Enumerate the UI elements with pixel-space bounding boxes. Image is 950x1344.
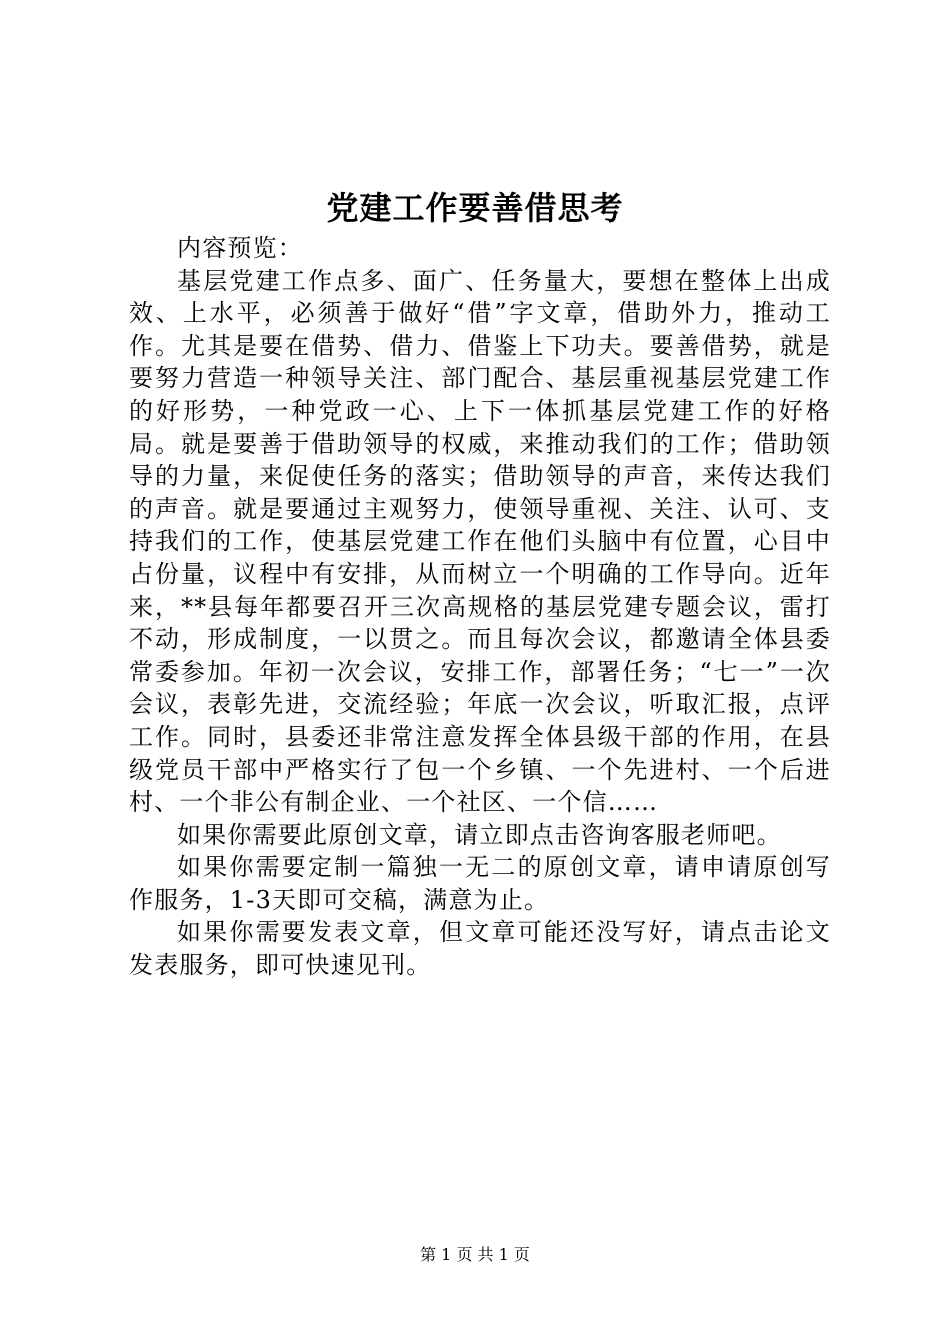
body-paragraph: 如果你需要发表文章，但文章可能还没写好，请点击论文发表服务，即可快速见刊。 [129, 918, 831, 980]
body-paragraph: 基层党建工作点多、面广、任务量大，要想在整体上出成效、上水平，必须善于做好“借”字文章，借助外力，推动工作。尤其是要在借势、借力、借鉴上下功夫。要善借势，就是要努力营造一种领导关注、部门配合、基层重视基层党建工作的好形势，一种党政一心、上下一体抓基层党建工作的好格局。就是要善于借助领导的权威，来推动我们的工作；借助领导的力量，来促使任务的落实；借助领导的声音，来传达我们的声音。就是要通过主观努力，使领导重视、关注、认可、支持我们的工作，使基层党建工作在他们头脑中有位置，心目中占份量，议程中有安排，从而树立一个明确的工作导向。近年来，**县每年都要召开三次高规格的基层党建专题会议，雷打不动，形成制度，一以贯之。而且每次会议，都邀请全体县委常委参加。年初一次会议，安排工作，部署任务；“七一”一次会议，表彰先进，交流经验；年底一次会议，听取汇报，点评工作。同时，县委还非常注意发挥全体县级干部的作用，在县级党员干部中严格实行了包一个乡镇、一个先进村、一个后进村、一个非公有制企业、一个社区、一个信…… [129, 266, 831, 817]
document-title: 党建工作要善借思考 [326, 189, 624, 227]
document-body [129, 232, 831, 982]
body-paragraph: 如果你需要此原创文章，请立即点击咨询客服老师吧。 [177, 820, 782, 849]
preview-label: 内容预览： [177, 234, 303, 262]
page-footer: 第 1 页 共 1 页 [420, 1245, 530, 1264]
body-paragraph: 如果你需要定制一篇独一无二的原创文章，请申请原创写作服务，1-3天即可交稿，满意为止。 [129, 853, 831, 914]
